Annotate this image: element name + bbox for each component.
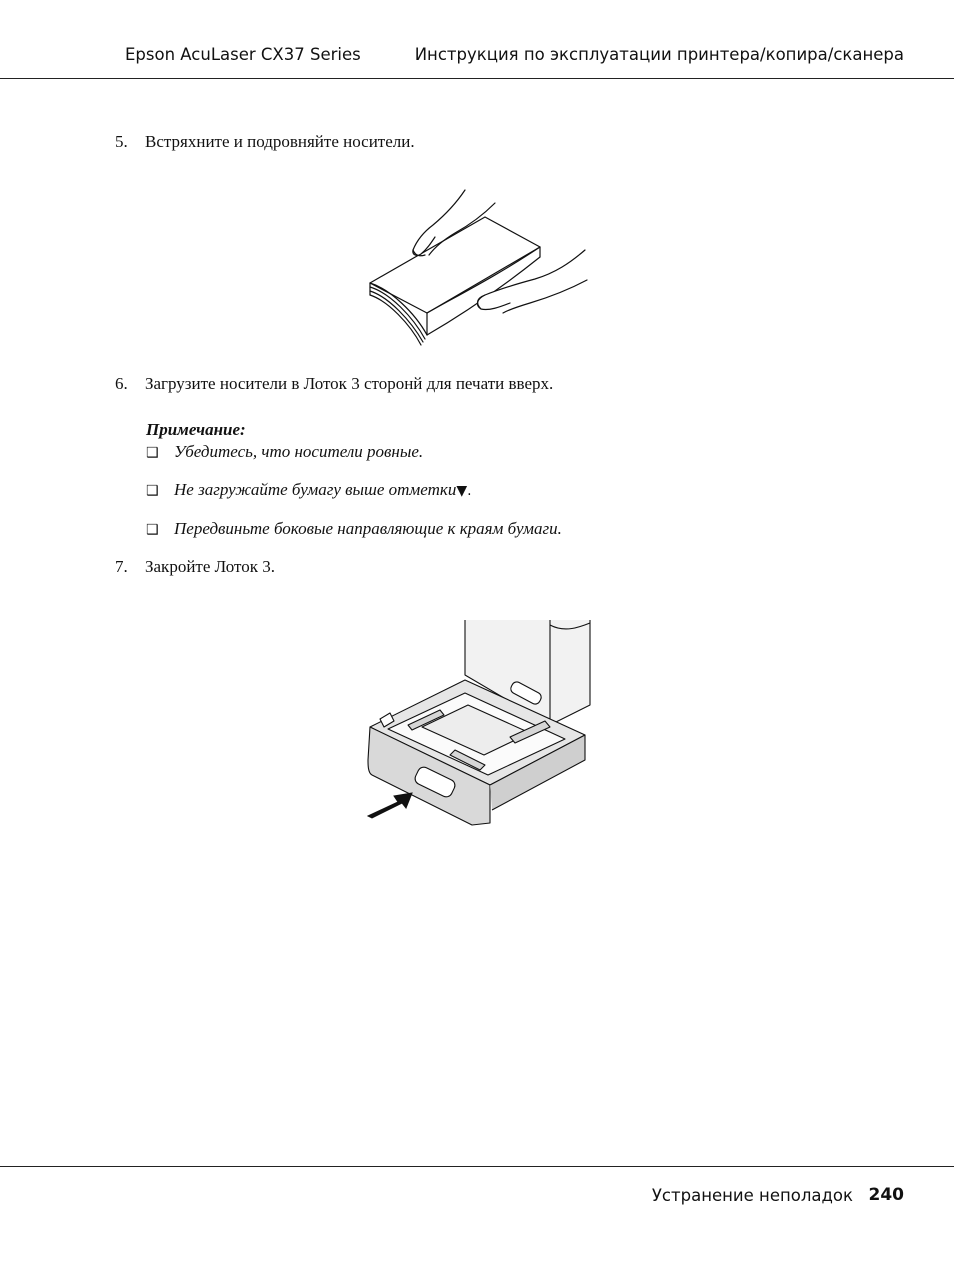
- note-item: [146, 519, 562, 539]
- push-arrow-icon: [368, 793, 412, 818]
- note-item-text: Не загружайте бумагу выше отметки: [174, 480, 457, 499]
- close-tray-illustration: [360, 615, 595, 830]
- step-6: [115, 374, 553, 394]
- footer-section-title: Устранение неполадок: [651, 1186, 853, 1205]
- header-product-name: Epson AcuLaser CX37 Series: [125, 45, 361, 64]
- page-footer: [0, 1166, 954, 1275]
- note-item: [146, 480, 472, 500]
- header-manual-title: Инструкция по эксплуатации принтера/копира/сканера: [414, 45, 904, 64]
- page-header: [0, 0, 954, 79]
- note-item-text: Убедитесь, что носители ровные.: [174, 442, 424, 461]
- step-5: [115, 132, 415, 152]
- note-item: [146, 442, 423, 462]
- step-number: 6.: [115, 374, 128, 393]
- checkbox-bullet-icon: ❑: [146, 483, 159, 499]
- step-7: [115, 557, 275, 577]
- note-title: Примечание:: [146, 420, 246, 439]
- page-number: 240: [868, 1185, 904, 1205]
- step-number: 7.: [115, 557, 128, 576]
- shake-paper-illustration: [355, 185, 595, 350]
- checkbox-bullet-icon: ❑: [146, 522, 159, 538]
- step-text: Встряхните и подровняйте носители.: [145, 132, 415, 151]
- checkbox-bullet-icon: ❑: [146, 445, 159, 461]
- step-number: 5.: [115, 132, 128, 151]
- step-text: Закройте Лоток 3.: [145, 557, 275, 576]
- note-item-text: Передвиньте боковые направляющие к краям бумаги.: [174, 519, 562, 538]
- step-text: Загрузите носители в Лоток 3 сторонй для печати вверх.: [145, 374, 554, 393]
- fill-limit-mark-icon: ▼.: [456, 483, 472, 499]
